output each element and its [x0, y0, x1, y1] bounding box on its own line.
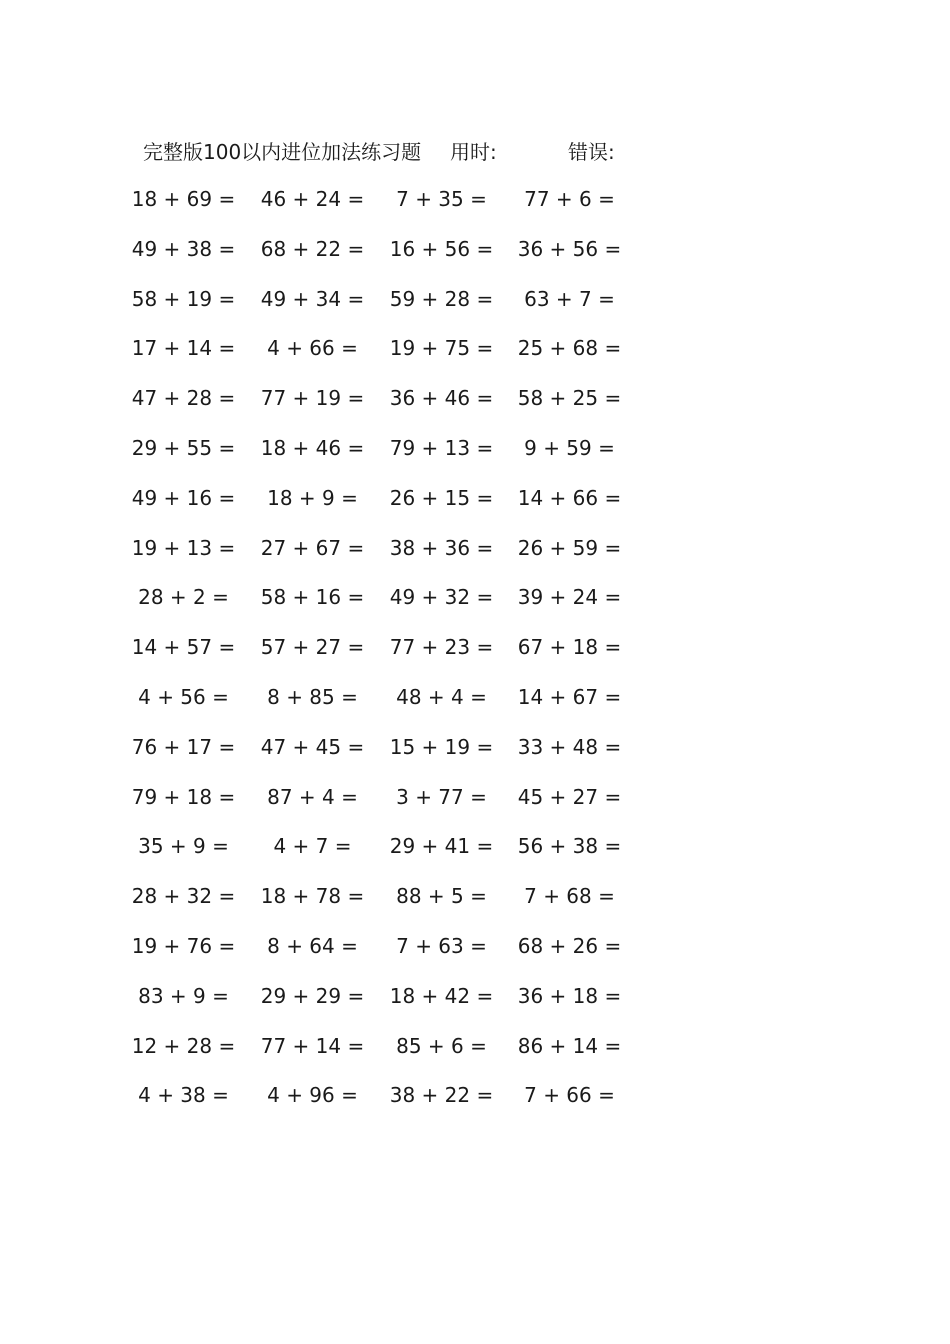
problem-item: 29 + 41 = [389, 834, 494, 859]
problem-row [0, 1031, 950, 1081]
problem-item: 25 + 68 = [517, 336, 622, 361]
problem-item: 79 + 13 = [389, 435, 494, 460]
problem-item: 36 + 46 = [389, 386, 494, 411]
problem-item: 14 + 57 = [131, 635, 236, 660]
problem-item: 12 + 28 = [131, 1033, 236, 1058]
problem-item: 87 + 4 = [267, 784, 358, 809]
problem-item: 79 + 18 = [131, 784, 236, 809]
problem-item: 4 + 66 = [267, 336, 358, 361]
problem-item: 14 + 66 = [517, 485, 622, 510]
problem-row [0, 881, 950, 931]
problem-item: 46 + 24 = [260, 187, 365, 211]
problem-item: 88 + 5 = [396, 884, 487, 909]
problem-item: 47 + 28 = [131, 386, 236, 411]
problem-row [0, 383, 950, 433]
problem-item: 77 + 14 = [260, 1033, 365, 1058]
problem-item: 58 + 19 = [131, 286, 236, 311]
problem-row [0, 831, 950, 881]
problem-item: 7 + 66 = [524, 1083, 615, 1108]
problem-item: 68 + 22 = [260, 236, 365, 261]
problem-item: 39 + 24 = [517, 585, 622, 610]
worksheet-header [0, 136, 950, 166]
problem-row [0, 931, 950, 981]
problem-item: 83 + 9 = [138, 983, 229, 1008]
problem-item: 49 + 32 = [389, 585, 494, 610]
problem-item: 35 + 9 = [138, 834, 229, 859]
problem-item: 38 + 36 = [389, 535, 494, 560]
problem-item: 18 + 78 = [260, 884, 365, 909]
problem-item: 28 + 2 = [138, 585, 229, 610]
problem-row [0, 682, 950, 732]
problem-item: 77 + 6 = [524, 187, 615, 211]
problem-item: 3 + 77 = [396, 784, 487, 809]
problem-row [0, 732, 950, 782]
problem-item: 77 + 23 = [389, 635, 494, 660]
problem-item: 28 + 32 = [131, 884, 236, 909]
problem-grid [0, 184, 950, 1130]
problem-item: 58 + 25 = [517, 386, 622, 411]
problem-row [0, 483, 950, 533]
problem-item: 47 + 45 = [260, 734, 365, 759]
problem-item: 26 + 59 = [517, 535, 622, 560]
problem-item: 4 + 96 = [267, 1083, 358, 1108]
problem-item: 76 + 17 = [131, 734, 236, 759]
error-label: 错误: [568, 140, 615, 164]
problem-item: 29 + 29 = [260, 983, 365, 1008]
problem-item: 49 + 16 = [131, 485, 236, 510]
problem-item: 86 + 14 = [517, 1033, 622, 1058]
problem-item: 4 + 7 = [273, 834, 352, 859]
time-label: 用时: [450, 140, 497, 164]
problem-item: 59 + 28 = [389, 286, 494, 311]
problem-row [0, 333, 950, 383]
problem-row [0, 184, 950, 234]
problem-item: 48 + 4 = [396, 684, 487, 709]
problem-item: 85 + 6 = [396, 1033, 487, 1058]
problem-item: 19 + 13 = [131, 535, 236, 560]
problem-item: 8 + 64 = [267, 933, 358, 958]
problem-item: 26 + 15 = [389, 485, 494, 510]
problem-item: 4 + 38 = [138, 1083, 229, 1108]
problem-item: 67 + 18 = [517, 635, 622, 660]
problem-item: 45 + 27 = [517, 784, 622, 809]
problem-item: 8 + 85 = [267, 684, 358, 709]
problem-item: 49 + 34 = [260, 286, 365, 311]
problem-item: 49 + 38 = [131, 236, 236, 261]
problem-row [0, 782, 950, 832]
problem-item: 19 + 76 = [131, 933, 236, 958]
problem-item: 16 + 56 = [389, 236, 494, 261]
problem-item: 7 + 35 = [396, 187, 487, 211]
problem-item: 9 + 59 = [524, 435, 615, 460]
problem-item: 57 + 27 = [260, 635, 365, 660]
problem-item: 4 + 56 = [138, 684, 229, 709]
problem-item: 33 + 48 = [517, 734, 622, 759]
problem-item: 17 + 14 = [131, 336, 236, 361]
problem-item: 36 + 56 = [517, 236, 622, 261]
problem-row [0, 1080, 950, 1130]
problem-item: 68 + 26 = [517, 933, 622, 958]
problem-item: 18 + 69 = [131, 187, 236, 211]
problem-row [0, 632, 950, 682]
worksheet-title: 完整版100以内进位加法练习题 [143, 140, 422, 164]
problem-row [0, 433, 950, 483]
problem-item: 63 + 7 = [524, 286, 615, 311]
problem-row [0, 284, 950, 334]
problem-item: 7 + 68 = [524, 884, 615, 909]
problem-row [0, 981, 950, 1031]
problem-row [0, 533, 950, 583]
problem-item: 77 + 19 = [260, 386, 365, 411]
problem-item: 19 + 75 = [389, 336, 494, 361]
problem-row [0, 582, 950, 632]
problem-item: 18 + 9 = [267, 485, 358, 510]
problem-item: 58 + 16 = [260, 585, 365, 610]
problem-row [0, 234, 950, 284]
problem-item: 56 + 38 = [517, 834, 622, 859]
problem-item: 18 + 46 = [260, 435, 365, 460]
problem-item: 27 + 67 = [260, 535, 365, 560]
problem-item: 38 + 22 = [389, 1083, 494, 1108]
problem-item: 15 + 19 = [389, 734, 494, 759]
problem-item: 36 + 18 = [517, 983, 622, 1008]
problem-item: 18 + 42 = [389, 983, 494, 1008]
problem-item: 14 + 67 = [517, 684, 622, 709]
problem-item: 29 + 55 = [131, 435, 236, 460]
problem-item: 7 + 63 = [396, 933, 487, 958]
